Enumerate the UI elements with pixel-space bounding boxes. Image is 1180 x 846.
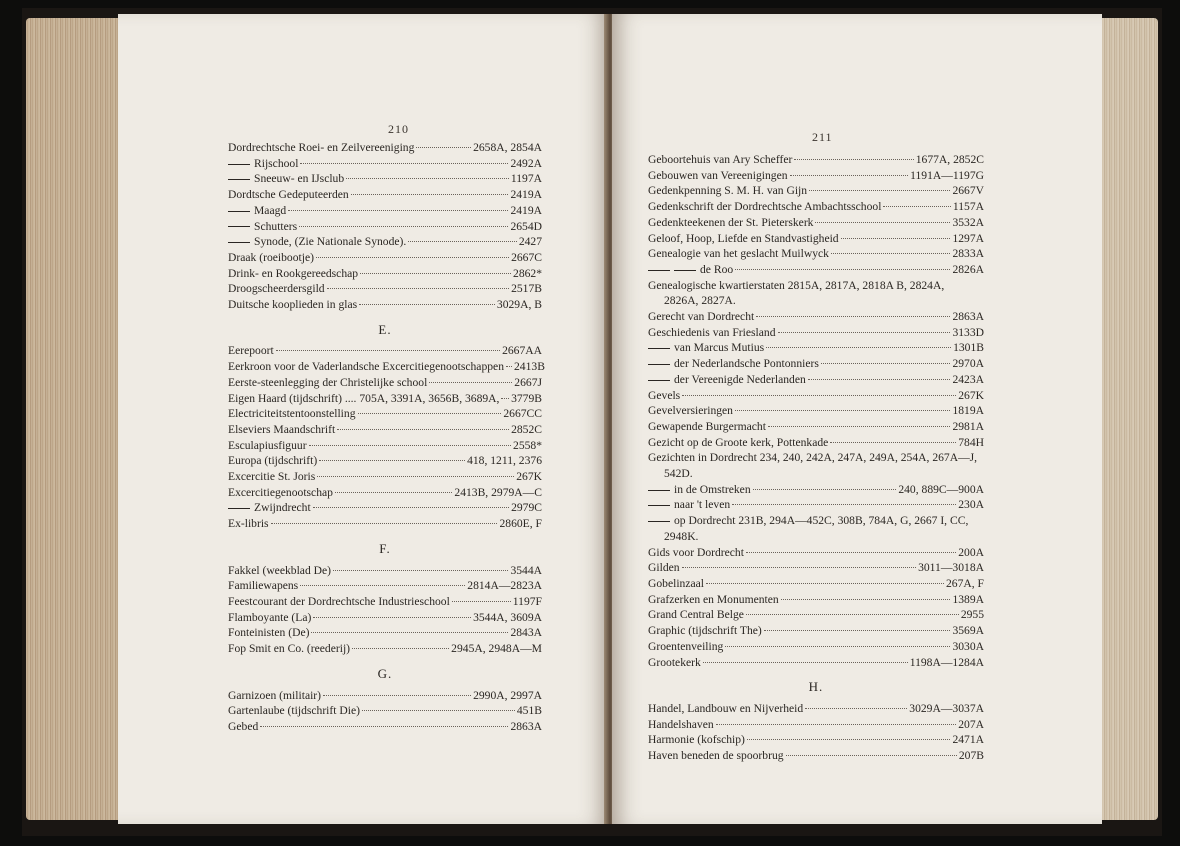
entry-reference: 1197F [512, 594, 542, 608]
dot-leader [841, 238, 951, 239]
index-entry [648, 388, 984, 404]
dot-leader [735, 410, 950, 411]
entry-term: Harmonie (kofschip) [648, 733, 745, 747]
index-entry [648, 560, 984, 576]
entry-reference: 2667CC [503, 407, 542, 421]
index-entry [228, 578, 542, 594]
index-entry [648, 262, 984, 278]
dot-leader [883, 206, 950, 207]
entry-reference: 207A [958, 717, 984, 731]
entry-term: Rijschool [254, 156, 299, 170]
index-entry [228, 375, 542, 391]
index-entry [648, 748, 984, 764]
index-entry [648, 231, 984, 247]
dot-leader [260, 726, 508, 727]
dot-leader [753, 489, 897, 490]
entry-reference: 2981A [952, 419, 984, 433]
entry-term: op Dordrecht 231B, 294A—452C, 308B, 784A, G, 2667 I, CC, [674, 514, 969, 528]
entry-reference: 418, 1211, 2376 [467, 454, 542, 468]
entry-term: van Marcus Mutius [674, 341, 765, 355]
dot-leader [288, 210, 508, 211]
entry-term: Sneeuw- en IJsclub [254, 172, 345, 186]
index-entry [648, 529, 984, 545]
index-entry [228, 391, 542, 407]
dot-leader [335, 492, 452, 493]
entry-reference: 2970A [952, 357, 984, 371]
repeat-dash [648, 364, 670, 365]
dot-leader [276, 350, 500, 351]
dot-leader [358, 413, 502, 414]
entry-reference: 2863A [952, 310, 984, 324]
entry-term: 2826A, 2827A. [664, 294, 736, 308]
dot-leader [809, 190, 950, 191]
dot-leader [756, 316, 950, 317]
entry-reference: 2667J [514, 375, 542, 389]
entry-reference: 2658A, 2854A [473, 141, 542, 154]
entry-reference: 2413B [514, 360, 545, 374]
repeat-dash [228, 211, 250, 212]
entry-reference: 200A [958, 545, 984, 559]
entry-reference: 1677A, 2852C [915, 153, 984, 166]
dot-leader [821, 363, 951, 364]
dot-leader [501, 398, 509, 399]
dot-leader [317, 476, 514, 477]
page-edges-right [1100, 18, 1158, 820]
repeat-dash [228, 179, 250, 180]
index-entry [228, 187, 542, 203]
entry-reference: 2558* [513, 438, 542, 452]
entry-reference: 240, 889C—900A [898, 482, 984, 496]
dot-leader [808, 379, 951, 380]
entry-reference: 2955 [960, 608, 984, 622]
entry-term: Geloof, Hoop, Liefde en Standvastigheid [648, 231, 839, 245]
dot-leader [362, 710, 515, 711]
entry-reference: 3030A [952, 639, 984, 653]
entry-term: Droogscheerdersgild [228, 282, 325, 296]
index-entry [228, 703, 542, 719]
index-entry [648, 246, 984, 262]
entry-reference: 1197A [510, 172, 542, 186]
entry-reference: 230A [958, 498, 984, 512]
repeat-dash [228, 164, 250, 165]
entry-term: Gebouwen van Vereenigingen [648, 168, 788, 182]
entry-term: Gartenlaube (tijdschrift Die) [228, 704, 360, 718]
index-entry [648, 607, 984, 623]
dot-leader [346, 178, 509, 179]
index-entry [228, 140, 542, 156]
dot-leader [452, 601, 511, 602]
dot-leader [766, 347, 951, 348]
dot-leader [725, 646, 950, 647]
dot-leader [271, 523, 498, 524]
index-entry [228, 563, 542, 579]
index-entry [648, 482, 984, 498]
index-entry [648, 419, 984, 435]
entry-term: Gezicht op de Groote kerk, Pottenkade [648, 435, 829, 449]
entry-term: Feestcourant der Dordrechtsche Industrieschool [228, 594, 450, 608]
index-entry [648, 325, 984, 341]
dot-leader [429, 382, 512, 383]
dot-leader [746, 552, 956, 553]
repeat-dash [674, 270, 696, 271]
dot-leader [416, 147, 471, 148]
dot-leader [781, 599, 951, 600]
entry-term: der Vereenigde Nederlanden [674, 372, 806, 386]
repeat-dash [648, 380, 670, 381]
entry-term: Eigen Haard (tijdschrift) .... 705A, 3391A, 3656B, 3689A, [228, 391, 500, 405]
dot-leader [316, 257, 509, 258]
index-entry [648, 215, 984, 231]
entry-term: Grafzerken en Monumenten [648, 592, 779, 606]
entry-term: Gilden [648, 561, 680, 575]
entry-term: Draak (roeibootje) [228, 250, 314, 264]
entry-reference: 3029A—3037A [909, 701, 984, 715]
entry-reference: 2843A [510, 626, 542, 640]
dot-leader [360, 273, 511, 274]
entry-reference: 2517B [511, 282, 542, 296]
entry-term: in de Omstreken [674, 482, 751, 496]
dot-leader [706, 583, 944, 584]
dot-leader [309, 445, 511, 446]
entry-reference: 3532A [952, 215, 984, 229]
dot-leader [299, 226, 508, 227]
index-entry [648, 576, 984, 592]
entry-term: Drink- en Rookgereedschap [228, 266, 359, 280]
section-heading: E. [378, 321, 392, 337]
entry-term: Excercitiegenootschap [228, 485, 333, 499]
index-entry [648, 199, 984, 215]
repeat-dash [648, 521, 670, 522]
entry-term: Genealogie van het geslacht Muilwyck [648, 247, 829, 261]
entry-term: Europa (tijdschrift) [228, 454, 318, 468]
entry-reference: 1198A—1284A [909, 655, 984, 669]
index-entry [648, 309, 984, 325]
entry-reference: 2833A [952, 247, 984, 261]
entry-term: Gedenkschrift der Dordrechtsche Ambachtsschool [648, 200, 882, 214]
index-entry [228, 359, 545, 375]
index-entry [648, 183, 984, 199]
entry-reference: 1297A [952, 231, 984, 245]
dot-leader [323, 695, 471, 696]
page-edges-left [26, 18, 120, 820]
entry-reference: 3544A, 3609A [473, 610, 542, 624]
index-entry [228, 156, 542, 172]
index-entry [228, 438, 542, 454]
entry-reference: 2492A [510, 156, 542, 170]
left-page [118, 14, 608, 824]
entry-term: Grand Central Belge [648, 608, 744, 622]
entry-reference: 2852C [511, 422, 542, 436]
entry-term: Duitsche kooplieden in glas [228, 298, 358, 312]
entry-reference: 267K [958, 388, 984, 402]
entry-term: Ex-libris [228, 517, 269, 531]
entry-term: 542D. [664, 467, 693, 481]
dot-leader [352, 648, 449, 649]
entry-term: Groentenveiling [648, 639, 724, 653]
entry-term: Dordrechtsche Roei- en Zeilvereeniging [228, 141, 415, 154]
entry-term: Grootekerk [648, 655, 701, 669]
dot-leader [327, 288, 509, 289]
entry-reference: 1157A [952, 200, 984, 214]
dot-leader [506, 366, 512, 367]
entry-reference: 2423A [952, 372, 984, 386]
entry-term: Gedenkteekenen der St. Pieterskerk [648, 215, 814, 229]
index-entry [228, 422, 542, 438]
entry-term: Gerecht van Dordrecht [648, 310, 755, 324]
entry-reference: 1191A—1197G [910, 168, 984, 182]
dot-leader [682, 567, 917, 568]
index-entry [648, 497, 984, 513]
dot-leader [732, 504, 956, 505]
index-entry [648, 152, 984, 168]
entry-term: Eerkroon voor de Vaderlandsche Excercitiegenootschappen [228, 360, 504, 374]
entry-term: Flamboyante (La) [228, 610, 312, 624]
dot-leader [337, 429, 509, 430]
entry-reference: 1819A [952, 404, 984, 418]
dot-leader [716, 724, 957, 725]
dot-leader [815, 222, 950, 223]
index-entry [648, 372, 984, 388]
index-entry [648, 340, 984, 356]
entry-term: Gebed [228, 719, 259, 733]
repeat-dash [648, 505, 670, 506]
entry-reference: 2979C [511, 501, 542, 515]
entry-reference: 3029A, B [496, 298, 542, 312]
entry-term: Fakkel (weekblad De) [228, 563, 332, 577]
entry-term: Electriciteitstentoonstelling [228, 407, 356, 421]
dot-leader [830, 442, 956, 443]
index-entry [228, 485, 542, 501]
dot-leader [319, 460, 465, 461]
entry-term: Geschiedenis van Friesland [648, 325, 776, 339]
index-entry [228, 500, 542, 516]
repeat-dash [648, 348, 670, 349]
dot-leader [786, 755, 957, 756]
entry-reference: 2419A [510, 188, 542, 202]
section-heading: F. [379, 540, 391, 556]
entry-reference: 2427 [518, 235, 542, 249]
index-entry [228, 234, 542, 250]
dot-leader [313, 617, 471, 618]
index-entry [228, 610, 542, 626]
entry-term: Gezichten in Dordrecht 234, 240, 242A, 247A, 249A, 254A, 267A—J, [648, 451, 978, 465]
entry-term: Synode, (Zie Nationale Synode). [254, 235, 407, 249]
index-entry [228, 171, 542, 187]
repeat-dash [648, 490, 670, 491]
entry-term: Gevelversieringen [648, 404, 733, 418]
index-entry [648, 717, 984, 733]
right-page [612, 14, 1102, 824]
entry-term: Dordtsche Gedeputeerden [228, 188, 349, 202]
dot-leader [831, 253, 951, 254]
index-column [228, 140, 545, 735]
entry-term: Gobelinzaal [648, 576, 705, 590]
index-entry [648, 545, 984, 561]
index-entry [228, 594, 542, 610]
repeat-dash [228, 508, 250, 509]
entry-reference: 2667V [952, 184, 984, 198]
entry-term: Eerepoort [228, 344, 274, 358]
entry-reference: 3011—3018A [918, 561, 984, 575]
index-entry [648, 278, 984, 294]
entry-reference: 207B [958, 749, 984, 763]
index-entry [648, 592, 984, 608]
index-entry [228, 266, 542, 282]
entry-reference: 2667C [511, 250, 542, 264]
dot-leader [300, 163, 508, 164]
entry-reference: 2814A—2823A [467, 579, 542, 593]
index-entry [648, 450, 984, 466]
entry-term: naar 't leven [674, 498, 731, 512]
index-entry [648, 435, 984, 451]
entry-reference: 2945A, 2948A—M [451, 642, 542, 656]
entry-term: Handel, Landbouw en Nijverheid [648, 701, 804, 715]
dot-leader [311, 632, 508, 633]
entry-term: Haven beneden de spoorbrug [648, 749, 784, 763]
entry-term: Handelshaven [648, 717, 714, 731]
index-entry [648, 466, 984, 482]
page-number: 211 [812, 130, 833, 144]
entry-reference: 3544A [510, 563, 542, 577]
entry-term: Gedenkpenning S. M. H. van Gijn [648, 184, 808, 198]
index-entry [648, 293, 984, 309]
entry-reference: 1301B [953, 341, 984, 355]
entry-term: de Roo [700, 262, 734, 276]
entry-term: Graphic (tijdschrift The) [648, 624, 762, 638]
entry-reference: 2990A, 2997A [473, 688, 542, 702]
dot-leader [768, 426, 951, 427]
dot-leader [359, 304, 495, 305]
index-entry [228, 453, 542, 469]
index-entry [648, 356, 984, 372]
entry-reference: 2862* [513, 266, 542, 280]
index-entry [228, 406, 542, 422]
index-entry [228, 250, 542, 266]
section-heading: G. [377, 665, 393, 681]
entry-term: Gevels [648, 388, 681, 402]
index-entry [648, 655, 984, 671]
entry-reference: 2419A [510, 203, 542, 217]
dot-leader [747, 739, 951, 740]
entry-term: Geboortehuis van Ary Scheffer [648, 153, 793, 166]
entry-term: Gewapende Burgermacht [648, 419, 766, 433]
dot-leader [794, 159, 913, 160]
index-entry [228, 281, 542, 297]
index-entry [228, 688, 542, 704]
entry-term: Schutters [254, 219, 298, 233]
dot-leader [351, 194, 509, 195]
index-entry [228, 343, 542, 359]
index-entry [648, 403, 984, 419]
dot-leader [333, 570, 508, 571]
index-entry [648, 639, 984, 655]
dot-leader [682, 395, 956, 396]
entry-reference: 2826A [952, 262, 984, 276]
index-entry [228, 219, 542, 235]
entry-term: Elseviers Maandschrift [228, 422, 336, 436]
entry-reference: 451B [516, 704, 542, 718]
section-heading: H. [808, 679, 824, 695]
dot-leader [778, 332, 951, 333]
entry-reference: 2654D [510, 219, 542, 233]
index-entry [648, 623, 984, 639]
entry-reference: 267K [516, 470, 542, 484]
entry-reference: 267A, F [945, 576, 984, 590]
entry-term: Garnizoen (militair) [228, 688, 322, 702]
entry-term: Esculapiusfiguur [228, 438, 307, 452]
dot-leader [746, 614, 959, 615]
entry-term: Maagd [254, 203, 287, 217]
entry-term: Fop Smit en Co. (reederij) [228, 642, 351, 656]
dot-leader [805, 708, 907, 709]
entry-term: 2948K. [664, 529, 699, 543]
dot-leader [703, 662, 908, 663]
index-entry [648, 513, 984, 529]
index-entry [228, 297, 542, 313]
entry-term: Zwijndrecht [254, 501, 311, 515]
entry-reference: 3779B [511, 391, 542, 405]
dot-leader [735, 269, 950, 270]
entry-term: Fonteinisten (De) [228, 626, 310, 640]
index-entry [228, 516, 542, 532]
dot-leader [408, 241, 517, 242]
index-entry [228, 625, 542, 641]
dot-leader [300, 585, 465, 586]
entry-reference: 1389A [952, 592, 984, 606]
entry-reference: 784H [958, 435, 984, 449]
entry-reference: 2860E, F [499, 517, 542, 531]
entry-reference: 3133D [952, 325, 984, 339]
repeat-dash [648, 270, 670, 271]
index-column [648, 152, 984, 764]
entry-reference: 3569A [952, 624, 984, 638]
index-entry [648, 701, 984, 717]
index-entry [228, 203, 542, 219]
entry-reference: 2471A [952, 733, 984, 747]
index-entry [648, 168, 984, 184]
index-entry [228, 719, 542, 735]
entry-term: Eerste-steenlegging der Christelijke school [228, 375, 428, 389]
repeat-dash [228, 242, 250, 243]
dot-leader [313, 507, 509, 508]
dot-leader [764, 630, 951, 631]
entry-reference: 2667AA [502, 344, 542, 358]
index-entry [228, 641, 542, 657]
entry-term: Genealogische kwartierstaten 2815A, 2817A, 2818A B, 2824A, [648, 278, 945, 292]
entry-term: Gids voor Dordrecht [648, 545, 744, 559]
page-number: 210 [388, 122, 409, 136]
entry-term: Excercitie St. Joris [228, 470, 316, 484]
entry-term: Familiewapens [228, 579, 299, 593]
repeat-dash [228, 226, 250, 227]
entry-term: der Nederlandsche Pontonniers [674, 357, 819, 371]
entry-reference: 2863A [510, 719, 542, 733]
entry-reference: 2413B, 2979A—C [454, 485, 542, 499]
index-entry [228, 469, 542, 485]
index-entry [648, 732, 984, 748]
dot-leader [790, 175, 909, 176]
